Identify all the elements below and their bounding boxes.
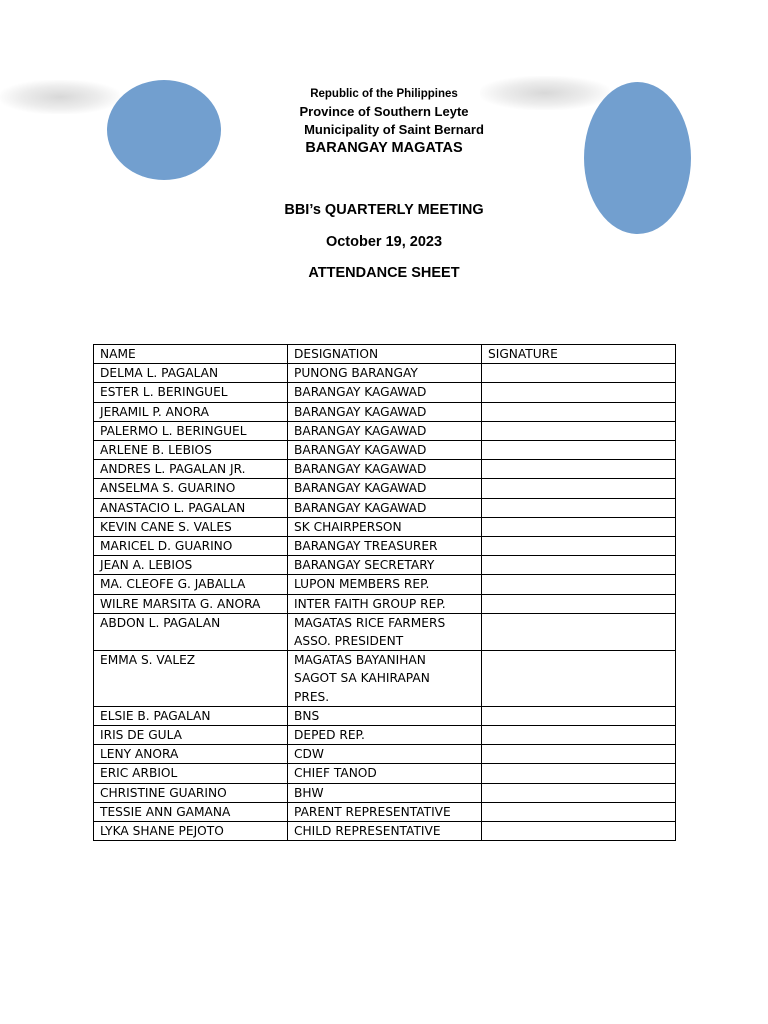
signature-cell[interactable] (482, 745, 676, 764)
attendee-name-cell-text: TESSIE ANN GAMANA (100, 804, 231, 819)
designation-cell-text: PARENT REPRESENTATIVE (294, 804, 451, 819)
designation-cell (288, 822, 482, 841)
designation-cell (288, 517, 482, 536)
attendee-name-cell (94, 783, 288, 802)
designation-cell (288, 556, 482, 575)
attendee-name-cell (94, 575, 288, 594)
signature-cell[interactable] (482, 822, 676, 841)
table-row (94, 613, 676, 650)
attendee-name-cell-text: KEVIN CANE S. VALES (100, 519, 232, 534)
table-row (94, 726, 676, 745)
signature-cell[interactable] (482, 498, 676, 517)
attendee-name-cell-text: ANDRES L. PAGALAN JR. (100, 462, 246, 477)
table-row (94, 594, 676, 613)
signature-cell[interactable] (482, 556, 676, 575)
signature-cell[interactable] (482, 575, 676, 594)
designation-cell-text: CHIEF TANOD (294, 766, 377, 781)
attendee-name-cell-text: ABDON L. PAGALAN (100, 615, 221, 630)
republic-line: Republic of the Philippines (310, 88, 458, 100)
table-header-row (94, 345, 676, 364)
designation-cell-text: LUPON MEMBERS REP. (294, 577, 430, 592)
designation-cell (288, 613, 482, 650)
attendee-name-cell-text: ARLENE B. LEBIOS (100, 443, 212, 458)
designation-cell (288, 402, 482, 421)
province-line: Province of Southern Leyte (299, 104, 469, 119)
table-row (94, 783, 676, 802)
designation-cell (288, 364, 482, 383)
column-header-signature: SIGNATURE (482, 345, 676, 364)
attendee-name-cell-text: ERIC ARBIOL (100, 766, 178, 781)
designation-cell-text: SK CHAIRPERSON (294, 519, 402, 534)
designation-cell-text: BARANGAY SECRETARY (294, 558, 435, 573)
attendee-name-cell-text: LYKA SHANE PEJOTO (100, 824, 224, 839)
designation-cell (288, 802, 482, 821)
table-row (94, 745, 676, 764)
signature-cell[interactable] (482, 802, 676, 821)
attendee-name-cell (94, 651, 288, 707)
designation-cell-text: BARANGAY KAGAWAD (294, 404, 427, 419)
table-row (94, 537, 676, 556)
signature-cell[interactable] (482, 706, 676, 725)
attendee-name-cell (94, 517, 288, 536)
attendee-name-cell (94, 421, 288, 440)
column-header-designation: DESIGNATION (288, 345, 482, 364)
designation-cell-text: BARANGAY TREASURER (294, 539, 438, 554)
table-row (94, 364, 676, 383)
attendee-name-cell (94, 706, 288, 725)
designation-cell-text: BNS (294, 708, 320, 723)
designation-cell (288, 421, 482, 440)
designation-cell-text: MAGATAS RICE FARMERS ASSO. PRESIDENT (294, 615, 446, 649)
attendee-name-cell (94, 802, 288, 821)
meeting-title: BBI’s QUARTERLY MEETING (284, 202, 484, 218)
table-row (94, 802, 676, 821)
signature-cell[interactable] (482, 402, 676, 421)
table-row (94, 706, 676, 725)
designation-cell (288, 479, 482, 498)
attendee-name-cell-text: EMMA S. VALEZ (100, 653, 196, 668)
attendee-name-cell (94, 537, 288, 556)
designation-cell-text: BARANGAY KAGAWAD (294, 500, 427, 515)
attendee-name-cell (94, 764, 288, 783)
attendee-name-cell (94, 498, 288, 517)
signature-cell[interactable] (482, 651, 676, 707)
designation-cell (288, 441, 482, 460)
attendee-name-cell-text: ANSELMA S. GUARINO (100, 481, 236, 496)
designation-cell-text: MAGATAS BAYANIHAN SAGOT SA KAHIRAPAN PRES. (294, 653, 430, 704)
signature-cell[interactable] (482, 517, 676, 536)
attendee-name-cell (94, 364, 288, 383)
attendee-name-cell-text: MARICEL D. GUARINO (100, 539, 233, 554)
signature-cell[interactable] (482, 594, 676, 613)
attendance-table-body (94, 345, 676, 841)
signature-cell[interactable] (482, 421, 676, 440)
designation-cell (288, 383, 482, 402)
designation-cell (288, 575, 482, 594)
barangay-name: BARANGAY MAGATAS (305, 140, 463, 156)
designation-cell (288, 783, 482, 802)
designation-cell (288, 726, 482, 745)
meeting-date: October 19, 2023 (325, 234, 443, 250)
signature-cell[interactable] (482, 460, 676, 479)
attendee-name-cell-text: WILRE MARSITA G. ANORA (100, 596, 261, 611)
attendee-name-cell-text: MA. CLEOFE G. JABALLA (100, 577, 246, 592)
table-row (94, 383, 676, 402)
signature-cell[interactable] (482, 613, 676, 650)
table-row (94, 402, 676, 421)
attendee-name-cell-text: ESTER L. BERINGUEL (100, 385, 228, 400)
designation-cell-text: PUNONG BARANGAY (294, 366, 418, 381)
attendee-name-cell-text: CHRISTINE GUARINO (100, 785, 227, 800)
designation-cell (288, 498, 482, 517)
signature-cell[interactable] (482, 537, 676, 556)
attendee-name-cell-text: JERAMIL P. ANORA (100, 404, 209, 419)
attendee-name-cell-text: DELMA L. PAGALAN (100, 366, 219, 381)
attendee-name-cell (94, 383, 288, 402)
attendee-name-cell-text: JEAN A. LEBIOS (100, 558, 193, 573)
signature-cell[interactable] (482, 764, 676, 783)
designation-cell (288, 745, 482, 764)
designation-cell-text: BARANGAY KAGAWAD (294, 462, 427, 477)
signature-cell[interactable] (482, 479, 676, 498)
designation-cell-text: BARANGAY KAGAWAD (294, 443, 427, 458)
attendee-name-cell (94, 594, 288, 613)
table-row (94, 441, 676, 460)
attendee-name-cell-text: IRIS DE GULA (100, 728, 182, 743)
attendee-name-cell (94, 441, 288, 460)
designation-cell (288, 706, 482, 725)
attendee-name-cell-text: PALERMO L. BERINGUEL (100, 423, 247, 438)
designation-cell-text: BARANGAY KAGAWAD (294, 385, 427, 400)
designation-cell (288, 594, 482, 613)
designation-cell-text: DEPED REP. (294, 728, 365, 743)
designation-cell (288, 537, 482, 556)
designation-cell (288, 651, 482, 707)
signature-cell[interactable] (482, 783, 676, 802)
table-row (94, 556, 676, 575)
attendee-name-cell (94, 556, 288, 575)
designation-cell-text: CHILD REPRESENTATIVE (294, 824, 441, 839)
designation-cell-text: BARANGAY KAGAWAD (294, 423, 427, 438)
attendee-name-cell-text: ELSIE B. PAGALAN (100, 708, 211, 723)
sheet-title: ATTENDANCE SHEET (308, 265, 460, 281)
attendee-name-cell (94, 460, 288, 479)
attendee-name-cell (94, 479, 288, 498)
signature-cell[interactable] (482, 441, 676, 460)
signature-cell[interactable] (482, 726, 676, 745)
table-row (94, 822, 676, 841)
table-row (94, 421, 676, 440)
signature-cell[interactable] (482, 383, 676, 402)
municipality-line: Municipality of Saint Bernard (304, 122, 484, 137)
attendee-name-cell-text: LENY ANORA (100, 747, 179, 762)
table-row (94, 460, 676, 479)
attendee-name-cell (94, 745, 288, 764)
signature-cell[interactable] (482, 364, 676, 383)
designation-cell-text: CDW (294, 747, 324, 762)
designation-cell (288, 460, 482, 479)
attendee-name-cell (94, 726, 288, 745)
attendee-name-cell (94, 402, 288, 421)
table-row (94, 575, 676, 594)
attendee-name-cell (94, 613, 288, 650)
attendee-name-cell-text: ANASTACIO L. PAGALAN (100, 500, 246, 515)
table-row (94, 498, 676, 517)
table-row (94, 517, 676, 536)
table-row (94, 651, 676, 707)
attendee-name-cell (94, 822, 288, 841)
column-header-name: NAME (94, 345, 288, 364)
designation-cell-text: BHW (294, 785, 324, 800)
designation-cell-text: INTER FAITH GROUP REP. (294, 596, 446, 611)
table-row (94, 764, 676, 783)
table-row (94, 479, 676, 498)
designation-cell (288, 764, 482, 783)
attendance-table (93, 344, 676, 841)
designation-cell-text: BARANGAY KAGAWAD (294, 481, 427, 496)
